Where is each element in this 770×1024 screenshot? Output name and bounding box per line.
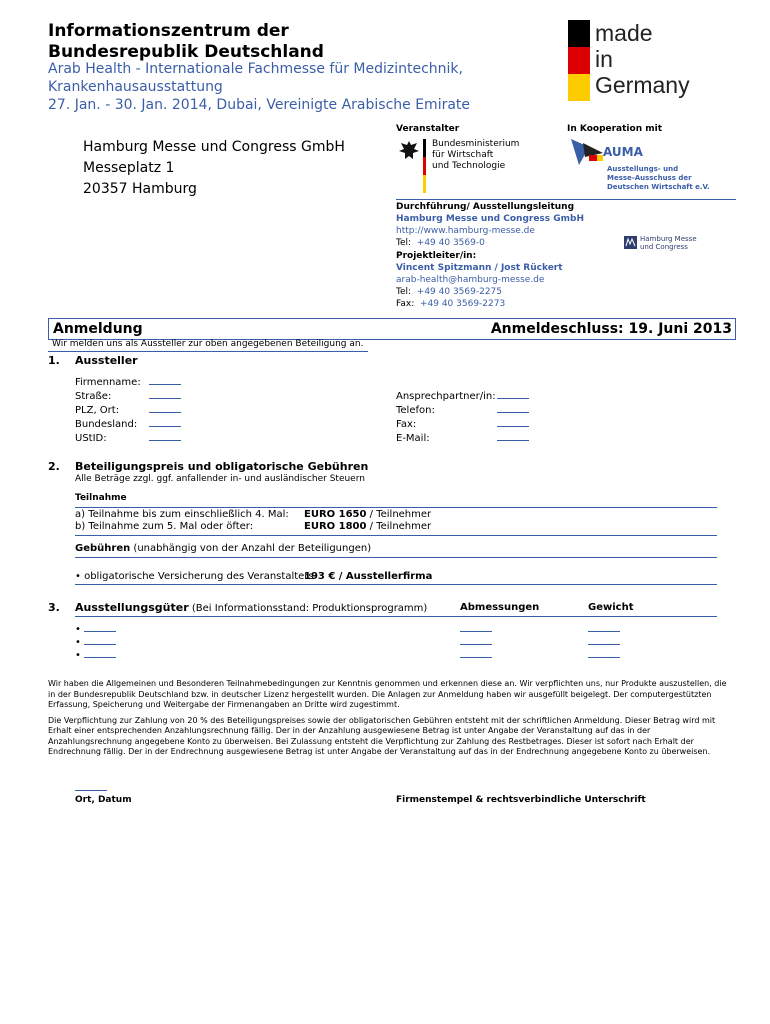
field-row (396, 429, 529, 443)
bullet: • (75, 624, 81, 635)
row-b-unit: / Teilnehmer (366, 521, 432, 532)
hmc-logo (624, 235, 734, 253)
dimensions-row (460, 633, 492, 646)
logo-word-germany: Germany (595, 72, 690, 98)
weight-row (588, 646, 620, 659)
section3-heading (75, 600, 427, 616)
made-in-germany-logo (568, 20, 698, 102)
hmc-line2: und Congress (640, 243, 688, 251)
hmc-mark-icon (624, 236, 637, 249)
tel-label: Tel: (396, 238, 412, 248)
ustid-field[interactable] (149, 429, 181, 441)
ort-datum-field[interactable] (75, 780, 107, 791)
flag-gold-stripe (568, 74, 590, 101)
address-line3: 20357 Hamburg (83, 181, 197, 197)
section1-title: Aussteller (75, 354, 138, 367)
projektleiter-label: Projektleiter/in: (396, 251, 477, 261)
anmeldung-header-box (48, 318, 736, 340)
fax-label: Fax: (396, 299, 415, 309)
auma-logo (567, 135, 717, 195)
address-line1: Hamburg Messe und Congress GmbH (83, 139, 345, 155)
bmwi-bar-gold (423, 175, 426, 193)
ansprechpartner-field[interactable] (497, 387, 529, 399)
section3-divider (75, 616, 717, 617)
event-line3: 27. Jan. - 30. Jan. 2014, Dubai, Vereinigte Arabische Emirate (48, 97, 471, 113)
aussteller-left-fields (75, 373, 181, 443)
insurance-divider (75, 584, 717, 585)
veranstalter-label: Veranstalter (396, 124, 460, 134)
gebuehren-label: Gebühren (75, 543, 131, 554)
bmwi-text (432, 139, 519, 172)
bmwi-logo (396, 137, 526, 197)
anmeldung-title: Anmeldung (53, 321, 143, 337)
section3-number: 3. (48, 601, 60, 614)
durchfuehrung-tel-row (396, 237, 584, 249)
auma-mark-icon (569, 137, 605, 167)
dimensions-list (460, 620, 492, 659)
teilnahme-bottom-divider (75, 535, 717, 536)
event-info (48, 60, 470, 114)
row-a-label: a) Teilnahme bis zum einschließlich 4. Mal: (75, 509, 289, 520)
insurance-label: • obligatorische Versicherung des Veranstalters (75, 571, 314, 582)
section2-number: 2. (48, 460, 60, 473)
field-row (396, 415, 529, 429)
weight-field[interactable] (588, 633, 620, 645)
firmenname-field[interactable] (149, 373, 181, 385)
section1-number: 1. (48, 354, 60, 367)
event-line2: Krankenhausausstattung (48, 79, 223, 95)
anmeldung-deadline: Anmeldeschluss: 19. Juni 2013 (490, 321, 732, 337)
section3-title: Ausstellungsgüter (75, 601, 189, 614)
col-dimensions: Abmessungen (460, 602, 540, 613)
auma-name: AUMA (603, 145, 643, 159)
row-a-unit: / Teilnehmer (366, 509, 432, 520)
tel-label: Tel: (396, 287, 412, 297)
address-line2: Messeplatz 1 (83, 160, 175, 176)
field-row (396, 401, 529, 415)
flag-red-stripe (568, 47, 590, 74)
weight-row (588, 633, 620, 646)
goods-item-field[interactable] (84, 620, 116, 632)
aussteller-right-fields (396, 387, 529, 443)
weight-field[interactable] (588, 620, 620, 632)
legal-text (48, 679, 734, 758)
durchfuehrung-tel: +49 40 3569-0 (416, 238, 485, 248)
telefon-field[interactable] (497, 401, 529, 413)
bullet: • (75, 650, 81, 661)
event-line1: Arab Health - Internationale Fachmesse für Medizintechnik, (48, 61, 463, 77)
hmc-text (640, 235, 697, 251)
row-b-price: EURO 1800 (304, 521, 367, 532)
flag-black-stripe (568, 20, 590, 47)
bmwi-bar-black (423, 139, 426, 157)
auma-text (607, 165, 710, 192)
section3-title-note: (Bei Informationsstand: Produktionsprogramm) (188, 603, 428, 614)
field-row (75, 429, 181, 443)
fax-field[interactable] (497, 415, 529, 427)
row-b-price-cell (304, 520, 431, 534)
field-label-bundesland: Bundesland: (75, 419, 138, 430)
field-label-telefon: Telefon: (396, 405, 435, 416)
row-b-label: b) Teilnahme zum 5. Mal oder öfter: (75, 521, 254, 532)
durchfuehrung-url[interactable]: http://www.hamburg-messe.de (396, 226, 535, 236)
projektleiter-email[interactable]: arab-health@hamburg-messe.de (396, 275, 545, 285)
goods-row (75, 646, 116, 659)
kooperation-label: In Kooperation mit (567, 124, 663, 134)
insurance-price: 193 € / Ausstellerfirma (304, 571, 433, 582)
dimensions-field[interactable] (460, 620, 492, 632)
strasse-field[interactable] (149, 387, 181, 399)
bmwi-line2: für Wirtschaft (432, 150, 494, 160)
auma-line3: Deutschen Wirtschaft e.V. (607, 183, 710, 191)
goods-row (75, 620, 116, 633)
bmwi-line3: und Technologie (432, 161, 506, 171)
gebuehren-row (75, 542, 371, 556)
row-a-price: EURO 1650 (304, 509, 367, 520)
weight-list (588, 620, 620, 659)
dimensions-field[interactable] (460, 646, 492, 658)
gebuehren-note: (unabhängig von der Anzahl der Beteiligungen) (130, 543, 372, 554)
dimensions-row (460, 646, 492, 659)
hmc-line1: Hamburg Messe (640, 235, 697, 243)
durchfuehrung-label: Durchführung/ Ausstellungsleitung (396, 202, 575, 212)
eagle-icon (398, 139, 420, 163)
goods-row (75, 633, 116, 646)
logo-word-in: in (595, 46, 613, 72)
dimensions-field[interactable] (460, 633, 492, 645)
intro-divider (48, 351, 368, 352)
header-title-line2: Bundesrepublik Deutschland (48, 42, 324, 62)
col-weight: Gewicht (588, 602, 634, 613)
made-in-germany-text (595, 20, 690, 98)
legal-para1: Wir haben die Allgemeinen und Besonderen Teilnahmebedingungen zur Kenntnis genommen und erkennen diese an. Wir verpflichten uns, nur Produkte auszustellen, die in der Bundesrepublik Deutschland bzw. in deutscher Lizenz hergestellt wurden. Die Anlagen zur Anmeldung haben wir ausgefüllt beigelegt. Der computergestützten Erfassung, Speicherung und Weitergabe der Firmenangaben an Dritte wird zugestimmt. (48, 679, 727, 709)
auma-line1: Ausstellungs- und (607, 165, 679, 173)
field-label-firmenname: Firmenname: (75, 377, 141, 388)
projektleiter-fax-row (396, 298, 584, 310)
plz-ort-field[interactable] (149, 401, 181, 413)
logo-word-made: made (595, 20, 653, 46)
signature-label: Firmenstempel & rechtsverbindliche Unterschrift (396, 795, 646, 805)
section2-subtitle: Alle Beträge zzgl. ggf. anfallender in- und ausländischer Steuern (75, 474, 365, 484)
goods-item-field[interactable] (84, 646, 116, 658)
organizer-divider (396, 199, 736, 200)
durchfuehrung-company: Hamburg Messe und Congress GmbH (396, 214, 585, 224)
email-field[interactable] (497, 429, 529, 441)
goods-list (75, 620, 116, 659)
header-title (48, 21, 324, 63)
field-row (75, 373, 181, 387)
bmwi-bar-red (423, 157, 426, 175)
field-label-plz-ort: PLZ, Ort: (75, 405, 120, 416)
projektleiter-tel: +49 40 3569-2275 (416, 287, 503, 297)
weight-field[interactable] (588, 646, 620, 658)
durchfuehrung-block (396, 201, 584, 310)
dimensions-row (460, 620, 492, 633)
projektleiter-fax: +49 40 3569-2273 (419, 299, 506, 309)
field-row (75, 415, 181, 429)
header-title-line1: Informationszentrum der (48, 21, 289, 41)
field-label-fax: Fax: (396, 419, 417, 430)
field-label-ustid: UStID: (75, 433, 107, 444)
field-row (75, 401, 181, 415)
field-row (75, 387, 181, 401)
ort-datum-label: Ort, Datum (75, 795, 132, 805)
bmwi-line1: Bundesministerium (432, 139, 520, 149)
goods-item-field[interactable] (84, 633, 116, 645)
projektleiter-tel-row (396, 286, 584, 298)
bundesland-field[interactable] (149, 415, 181, 427)
bullet: • (75, 637, 81, 648)
auma-line2: Messe-Ausschuss der (607, 174, 692, 182)
field-row (396, 387, 529, 401)
weight-row (588, 620, 620, 633)
field-label-email: E-Mail: (396, 433, 430, 444)
anmeldung-intro: Wir melden uns als Aussteller zur oben angegebenen Beteiligung an. (52, 339, 364, 349)
legal-para2: Die Verpflichtung zur Zahlung von 20 % des Beteiligungspreises sowie der obligatorischen Gebühren entsteht mit der schriftlichen Anmeldung. Dieser Betrag wird mit Erhalt einer entsprechenden Anzahlungsrechnung fällig. Der in der Anzahlung ausgewiesene Betrag ist unter Angabe der Veranstaltung auf das in der Anzahlungsrechnung angegebene Konto zu überweisen. Bei Zulassung entsteht die Verpflichtung zur Zahlung des Restbetrages. Dieser ist sofort nach Erhalt der Endrechnung fällig. Der in der Endrechnung ausgewiesene Betrag ist unter Angabe der Veranstaltung auf das in der Endrechnung angegebene Konto zu überweisen. (48, 715, 716, 756)
gebuehren-divider (75, 557, 717, 558)
field-label-ansprechpartner: Ansprechpartner/in: (396, 391, 496, 402)
projektleiter-names: Vincent Spitzmann / Jost Rückert (396, 263, 563, 273)
teilnahme-label: Teilnahme (75, 493, 127, 503)
field-label-strasse: Straße: (75, 391, 112, 402)
address-block (83, 137, 345, 200)
section2-title: Beteiligungspreis und obligatorische Gebühren (75, 460, 369, 473)
